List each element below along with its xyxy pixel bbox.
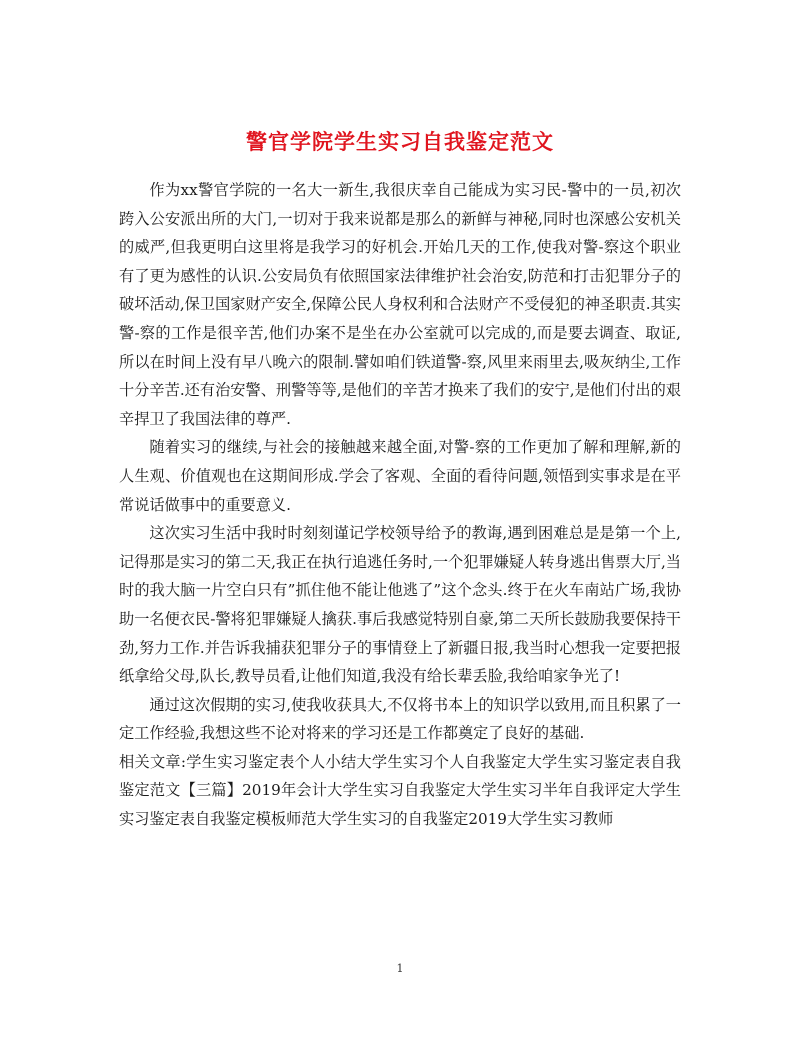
related-articles: 相关文章:学生实习鉴定表个人小结大学生实习个人自我鉴定大学生实习鉴定表自我鉴定范文【三篇】2019年会计大学生实习自我鉴定大学生实习半年自我评定大学生实习鉴定表自我鉴定模板师范大学生实习的自我鉴定2019大学生实习教师 [119,752,681,829]
paragraph-3: 这次实习生活中我时时刻刻谨记学校领导给予的教诲,遇到困难总是是第一个上,记得那是实习的第二天,我正在执行追逃任务时,一个犯罪嫌疑人转身逃出售票大厅,当时的我大脑一片空白只有”抓住他不能让他逃了”这个念头.终于在火车南站广场,我协助一名便衣民-警将犯罪嫌疑人擒获.事后我感觉特别自豪,第二天所长鼓励我要保持干劲,努力工作.并告诉我捕获犯罪分子的事情登上了新疆日报,我当时心想我一定要把报纸拿给父母,队长,教导员看,让他们知道,我没有给长辈丢脸,我给咱家争光了! [119,524,681,686]
document-body [119,176,681,834]
paragraph-1: 作为xx警官学院的一名大一新生,我很庆幸自己能成为实习民-警中的一员,初次跨入公安派出所的大门,一切对于我来说都是那么的新鲜与神秘,同时也深感公安机关的威严,但我更明白这里将是我学习的好机会.开始几天的工作,使我对警-察这个职业有了更为感性的认识.公安局负有依照国家法律维护社会治安,防范和打击犯罪分子的破坏活动,保卫国家财产安全,保障公民人身权利和合法财产不受侵犯的神圣职责.其实警-察的工作是很辛苦,他们办案不是坐在办公室就可以完成的,而是要去调查、取证,所以在时间上没有早八晚六的限制.譬如咱们铁道警-察,风里来雨里去,吸灰纳尘,工作十分辛苦.还有治安警、刑警等等,是他们的辛苦才换来了我们的安宁,是他们付出的艰辛捍卫了我国法律的尊严. [119,181,681,428]
page-number: 1 [396,962,404,975]
paragraph-4: 通过这次假期的实习,使我收获具大,不仅将书本上的知识学以致用,而且积累了一定工作经验,我想这些不论对将来的学习还是工作都奠定了良好的基础. [119,695,681,743]
paragraph-2: 随着实习的继续,与社会的接触越来越全面,对警-察的工作更加了解和理解,新的人生观、价值观也在这期间形成.学会了客观、全面的看待问题,领悟到实事求是在平常说话做事中的重要意义. [119,438,681,514]
document-title: 警官学院学生实习自我鉴定范文 [246,129,554,155]
